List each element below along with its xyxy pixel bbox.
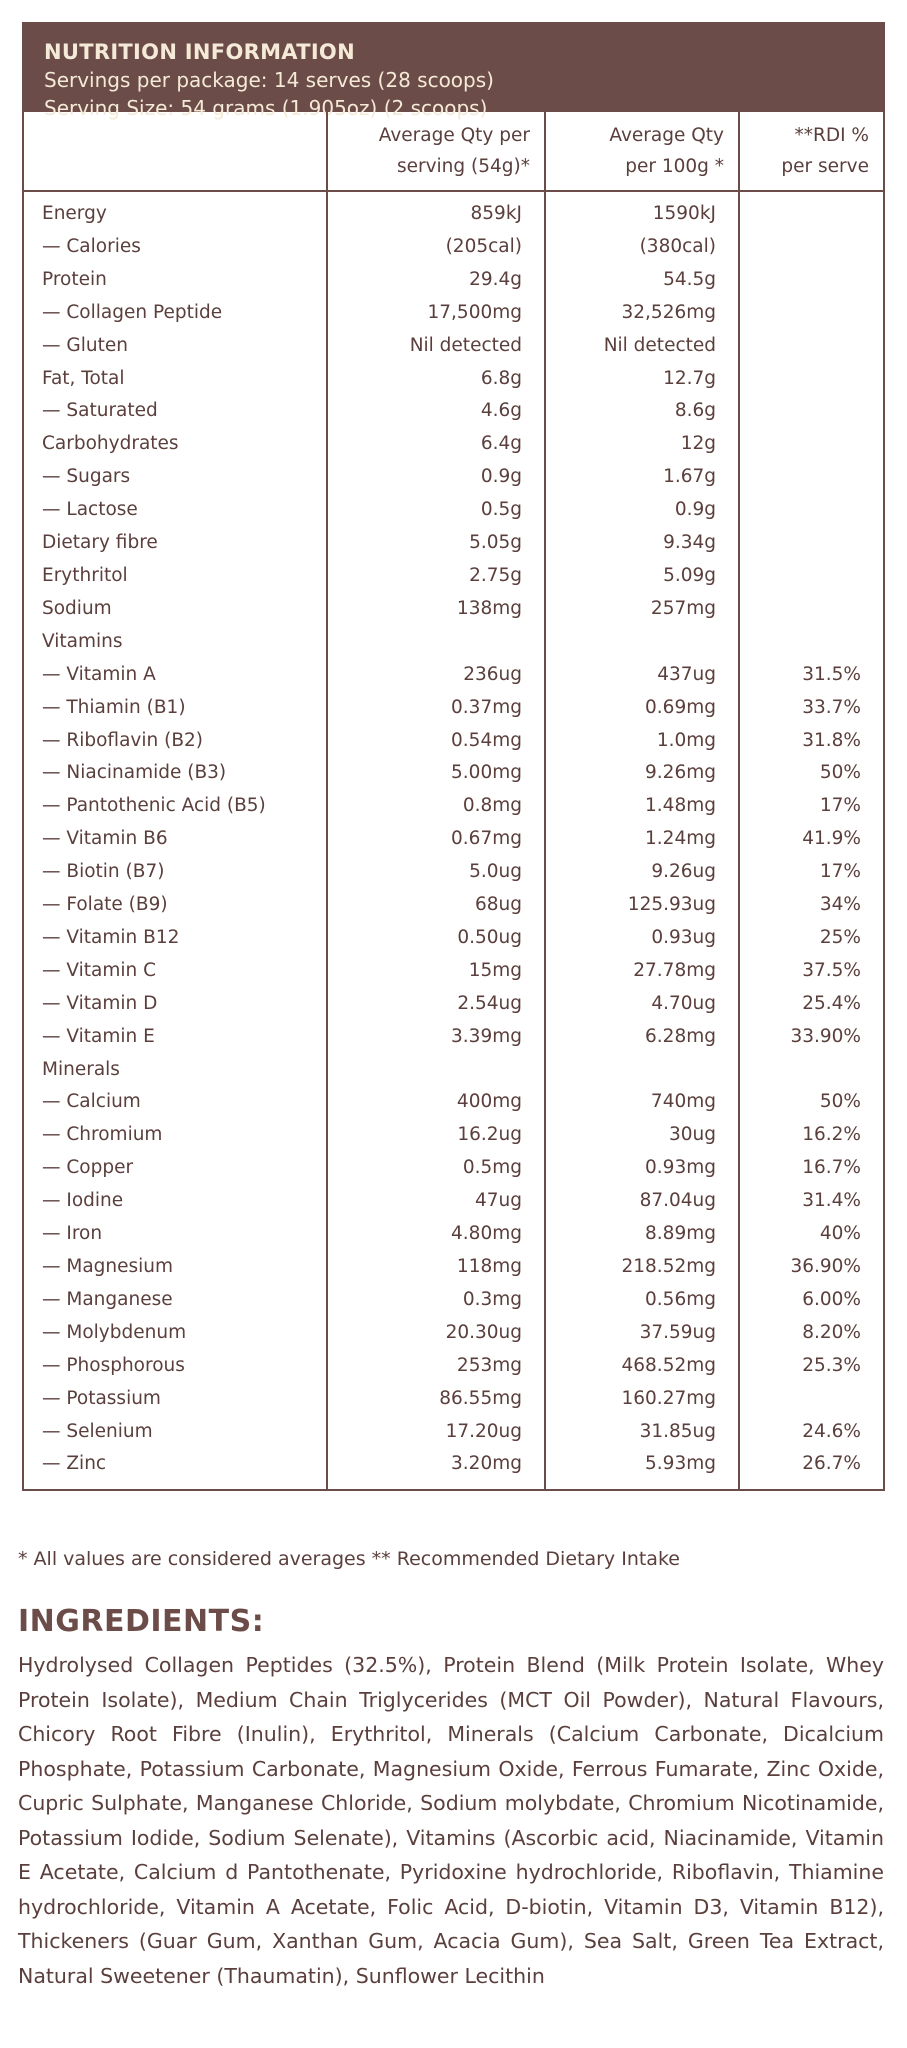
nutrient-name: — Iodine: [42, 1190, 124, 1212]
qty-per-100g: 0.93ug: [545, 922, 739, 955]
nutrient-name: — Lactose: [42, 499, 138, 521]
qty-per-100g: 740mg: [545, 1086, 739, 1119]
table-row: [24, 330, 883, 363]
qty-per-serving: [327, 626, 545, 659]
qty-per-serving: 16.2ug: [327, 1119, 545, 1152]
nutrient-name: — Thiamin (B1): [42, 696, 186, 718]
rdi-percent: [739, 428, 883, 461]
nutrient-name: — Iron: [42, 1223, 103, 1245]
qty-per-100g: 5.93mg: [545, 1448, 739, 1489]
table-row: [24, 1021, 883, 1054]
qty-per-100g: 9.26mg: [545, 757, 739, 790]
qty-per-serving: 3.39mg: [327, 1021, 545, 1054]
qty-per-100g: 12g: [545, 428, 739, 461]
nutrient-name: Dietary fibre: [42, 532, 158, 554]
qty-per-100g: 32,526mg: [545, 297, 739, 330]
qty-per-100g: 6.28mg: [545, 1021, 739, 1054]
table-row: [24, 1317, 883, 1350]
rdi-percent: 25.3%: [739, 1350, 883, 1383]
nutrient-name: — Molybdenum: [42, 1321, 187, 1343]
ingredients-text: Hydrolysed Collagen Peptides (32.5%), Protein Blend (Milk Protein Isolate, Whey Protein Isolate), Medium Chain Triglycerides (MCT Oil Powder), Natural Flavours, Chicory Root Fibre (Inulin), Erythritol, Minerals (Calcium Carbonate, Dicalcium Phosphate, Potassium Carbonate, Magnesium Oxide, Ferrous Fumarate, Zinc Oxide, Cupric Sulphate, Manganese Chloride, Sodium molybdate, Chromium Nicotinamide, Potassium Iodide, Sodium Selenate), Vitamins (Ascorbic acid, Niacinamide, Vitamin E Acetate, Calcium d Pantothenate, Pyridoxine hydrochloride, Riboflavin, Thiamine hydrochloride, Vitamin A Acetate, Folic Acid, D-biotin, Vitamin D3, Vitamin B12), Thickeners (Guar Gum, Xanthan Gum, Acacia Gum), Sea Salt, Green Tea Extract, Natural Sweetener (Thaumatin), Sunflower Lecithin: [18, 1653, 884, 1988]
qty-per-100g: [545, 626, 739, 659]
qty-per-serving: 859kJ: [327, 191, 545, 231]
rdi-percent: 17%: [739, 790, 883, 823]
qty-per-serving: 17.20ug: [327, 1416, 545, 1449]
rdi-percent: 26.7%: [739, 1448, 883, 1489]
nutrient-name: — Selenium: [42, 1420, 153, 1442]
qty-per-100g: 257mg: [545, 593, 739, 626]
qty-per-serving: (205cal): [327, 231, 545, 264]
qty-per-serving: 253mg: [327, 1350, 545, 1383]
qty-per-100g: 27.78mg: [545, 955, 739, 988]
nutrient-name: — Gluten: [42, 334, 128, 356]
qty-per-serving: 0.54mg: [327, 725, 545, 758]
qty-per-serving: 118mg: [327, 1251, 545, 1284]
rdi-percent: 8.20%: [739, 1317, 883, 1350]
qty-per-100g: 1.67g: [545, 461, 739, 494]
header-rdi-line1: **RDI %: [794, 125, 869, 146]
rdi-percent: [739, 264, 883, 297]
table-row: [24, 1448, 883, 1489]
rdi-percent: [739, 297, 883, 330]
qty-per-serving: [327, 1054, 545, 1087]
rdi-percent: 17%: [739, 856, 883, 889]
qty-per-serving: 20.30ug: [327, 1317, 545, 1350]
rdi-percent: [739, 461, 883, 494]
header-rdi-line2: per serve: [781, 156, 869, 177]
qty-per-serving: 86.55mg: [327, 1383, 545, 1416]
rdi-percent: [739, 191, 883, 231]
qty-per-serving: Nil detected: [327, 330, 545, 363]
table-row: [24, 922, 883, 955]
rdi-percent: [739, 330, 883, 363]
rdi-percent: 6.00%: [739, 1284, 883, 1317]
table-row: [24, 823, 883, 856]
rdi-percent: 40%: [739, 1218, 883, 1251]
nutrient-name: — Biotin (B7): [42, 861, 165, 883]
qty-per-100g: 0.69mg: [545, 692, 739, 725]
table-row: [24, 527, 883, 560]
qty-per-100g: 437ug: [545, 659, 739, 692]
table-row: [24, 889, 883, 922]
header-per-100g: [545, 112, 739, 191]
rdi-percent: [739, 626, 883, 659]
rdi-percent: 50%: [739, 757, 883, 790]
rdi-percent: [739, 593, 883, 626]
qty-per-100g: 160.27mg: [545, 1383, 739, 1416]
qty-per-100g: 9.34g: [545, 527, 739, 560]
nutrition-panel: [22, 22, 885, 1491]
qty-per-100g: 1.48mg: [545, 790, 739, 823]
table-row: [24, 461, 883, 494]
qty-per-100g: 1.0mg: [545, 725, 739, 758]
table-row: [24, 1152, 883, 1185]
ingredients-title: INGREDIENTS:: [18, 1604, 265, 1639]
nutrient-name: — Manganese: [42, 1288, 173, 1310]
qty-per-serving: 0.9g: [327, 461, 545, 494]
nutrient-name: — Vitamin D: [42, 992, 158, 1014]
footnote: * All values are considered averages ** Recommended Dietary Intake: [18, 1548, 680, 1570]
qty-per-serving: 0.67mg: [327, 823, 545, 856]
rdi-percent: 50%: [739, 1086, 883, 1119]
qty-per-100g: 54.5g: [545, 264, 739, 297]
qty-per-serving: 0.37mg: [327, 692, 545, 725]
rdi-percent: 16.7%: [739, 1152, 883, 1185]
nutrient-name: — Zinc: [42, 1453, 107, 1475]
rdi-percent: 16.2%: [739, 1119, 883, 1152]
table-row: [24, 692, 883, 725]
nutrient-name: — Folate (B9): [42, 894, 168, 916]
qty-per-serving: 0.3mg: [327, 1284, 545, 1317]
rdi-percent: 33.7%: [739, 692, 883, 725]
qty-per-serving: 138mg: [327, 593, 545, 626]
qty-per-serving: 4.80mg: [327, 1218, 545, 1251]
table-row: [24, 955, 883, 988]
qty-per-serving: 5.00mg: [327, 757, 545, 790]
table-row: [24, 231, 883, 264]
qty-per-serving: 0.50ug: [327, 922, 545, 955]
qty-per-100g: 468.52mg: [545, 1350, 739, 1383]
table-row: [24, 1185, 883, 1218]
header-per-100g-line2: per 100g *: [625, 156, 724, 177]
nutrient-name: Carbohydrates: [42, 433, 179, 455]
rdi-percent: 34%: [739, 889, 883, 922]
nutrition-header: [22, 22, 885, 120]
qty-per-100g: 5.09g: [545, 560, 739, 593]
rdi-percent: 41.9%: [739, 823, 883, 856]
rdi-percent: [739, 1054, 883, 1087]
qty-per-serving: 17,500mg: [327, 297, 545, 330]
qty-per-serving: 5.0ug: [327, 856, 545, 889]
qty-per-serving: 2.54ug: [327, 988, 545, 1021]
table-row: [24, 1218, 883, 1251]
rdi-percent: [739, 1383, 883, 1416]
header-per-serving-line2: serving (54g)*: [396, 156, 530, 177]
table-row: [24, 363, 883, 396]
qty-per-100g: 218.52mg: [545, 1251, 739, 1284]
nutrition-table: [24, 112, 883, 1489]
qty-per-100g: 0.56mg: [545, 1284, 739, 1317]
table-row: [24, 264, 883, 297]
rdi-percent: 37.5%: [739, 955, 883, 988]
qty-per-serving: 6.4g: [327, 428, 545, 461]
qty-per-serving: 29.4g: [327, 264, 545, 297]
nutrient-name: Fat, Total: [42, 367, 125, 389]
rdi-percent: 31.4%: [739, 1185, 883, 1218]
table-row: [24, 1086, 883, 1119]
table-row: [24, 560, 883, 593]
table-row: [24, 1383, 883, 1416]
rdi-percent: 31.5%: [739, 659, 883, 692]
rdi-percent: 25.4%: [739, 988, 883, 1021]
nutrient-name: Sodium: [42, 597, 112, 619]
qty-per-100g: 8.6g: [545, 395, 739, 428]
qty-per-100g: 4.70ug: [545, 988, 739, 1021]
nutrient-name: — Vitamin C: [42, 959, 157, 981]
qty-per-serving: 47ug: [327, 1185, 545, 1218]
rdi-percent: 31.8%: [739, 725, 883, 758]
header-rdi: [739, 112, 883, 191]
nutrition-table-frame: [22, 112, 885, 1491]
qty-per-100g: 8.89mg: [545, 1218, 739, 1251]
nutrient-name: — Vitamin E: [42, 1025, 155, 1047]
rdi-percent: 24.6%: [739, 1416, 883, 1449]
rdi-percent: [739, 231, 883, 264]
qty-per-serving: 0.5g: [327, 494, 545, 527]
table-row: [24, 1416, 883, 1449]
nutrient-name: Protein: [42, 268, 107, 290]
nutrient-name: — Collagen Peptide: [42, 301, 223, 323]
header-per-serving: [327, 112, 545, 191]
qty-per-100g: 30ug: [545, 1119, 739, 1152]
table-row: [24, 297, 883, 330]
table-row: [24, 593, 883, 626]
nutrient-name: — Saturated: [42, 400, 158, 422]
nutrient-name: Energy: [42, 203, 107, 224]
table-row: [24, 1350, 883, 1383]
servings-per-package: Servings per package: 14 serves (28 scoops): [44, 68, 494, 92]
nutrient-name: Minerals: [42, 1058, 120, 1080]
table-row: [24, 856, 883, 889]
qty-per-serving: 400mg: [327, 1086, 545, 1119]
nutrition-rows: [24, 191, 883, 1489]
qty-per-serving: 0.8mg: [327, 790, 545, 823]
nutrient-name: — Magnesium: [42, 1256, 174, 1277]
qty-per-100g: 0.9g: [545, 494, 739, 527]
qty-per-serving: 2.75g: [327, 560, 545, 593]
table-row: [24, 494, 883, 527]
rdi-percent: [739, 560, 883, 593]
qty-per-100g: 0.93mg: [545, 1152, 739, 1185]
rdi-percent: 36.90%: [739, 1251, 883, 1284]
nutrition-title: NUTRITION INFORMATION: [44, 40, 355, 64]
qty-per-serving: 6.8g: [327, 363, 545, 396]
qty-per-serving: 0.5mg: [327, 1152, 545, 1185]
header-per-100g-line1: Average Qty: [609, 125, 724, 146]
table-row: [24, 395, 883, 428]
qty-per-100g: 31.85ug: [545, 1416, 739, 1449]
qty-per-100g: 125.93ug: [545, 889, 739, 922]
table-row: [24, 757, 883, 790]
qty-per-100g: 12.7g: [545, 363, 739, 396]
qty-per-serving: 5.05g: [327, 527, 545, 560]
rdi-percent: [739, 494, 883, 527]
nutrient-name: Erythritol: [42, 564, 128, 586]
nutrient-name: — Sugars: [42, 466, 131, 488]
nutrient-name: — Niacinamide (B3): [42, 762, 227, 784]
qty-per-100g: 37.59ug: [545, 1317, 739, 1350]
rdi-percent: 33.90%: [739, 1021, 883, 1054]
qty-per-serving: 236ug: [327, 659, 545, 692]
rdi-percent: [739, 395, 883, 428]
qty-per-100g: Nil detected: [545, 330, 739, 363]
serving-size: Serving Size: 54 grams (1.905oz) (2 scoops): [44, 96, 488, 120]
nutrient-name: — Calories: [42, 235, 141, 257]
qty-per-100g: 9.26ug: [545, 856, 739, 889]
table-row: [24, 1284, 883, 1317]
nutrient-name: — Vitamin B12: [42, 926, 180, 948]
rdi-percent: [739, 363, 883, 396]
qty-per-100g: 1.24mg: [545, 823, 739, 856]
table-row: [24, 1119, 883, 1152]
table-row: [24, 1251, 883, 1284]
qty-per-100g: (380cal): [545, 231, 739, 264]
nutrient-name: — Chromium: [42, 1124, 163, 1146]
table-row: [24, 1054, 883, 1087]
rdi-percent: 25%: [739, 922, 883, 955]
rdi-percent: [739, 527, 883, 560]
nutrient-name: — Phosphorous: [42, 1354, 185, 1376]
qty-per-100g: 87.04ug: [545, 1185, 739, 1218]
table-row: [24, 988, 883, 1021]
table-row: [24, 725, 883, 758]
qty-per-100g: [545, 1054, 739, 1087]
nutrient-name: — Pantothenic Acid (B5): [42, 795, 266, 817]
header-per-serving-line1: Average Qty per: [378, 125, 530, 146]
qty-per-serving: 3.20mg: [327, 1448, 545, 1489]
nutrient-name: — Copper: [42, 1157, 134, 1179]
table-row: [24, 790, 883, 823]
qty-per-serving: 4.6g: [327, 395, 545, 428]
nutrient-name: — Potassium: [42, 1387, 161, 1409]
table-row: [24, 659, 883, 692]
table-row: [24, 428, 883, 461]
qty-per-100g: 1590kJ: [545, 191, 739, 231]
nutrient-name: — Vitamin B6: [42, 828, 168, 850]
qty-per-serving: 15mg: [327, 955, 545, 988]
table-row: [24, 626, 883, 659]
nutrient-name: — Calcium: [42, 1091, 141, 1113]
qty-per-serving: 68ug: [327, 889, 545, 922]
nutrient-name: — Vitamin A: [42, 663, 156, 685]
nutrient-name: — Riboflavin (B2): [42, 729, 204, 751]
nutrient-name: Vitamins: [42, 630, 123, 652]
header-nutrient: [24, 112, 327, 191]
table-header-row: [24, 112, 883, 191]
table-row: [24, 191, 883, 231]
